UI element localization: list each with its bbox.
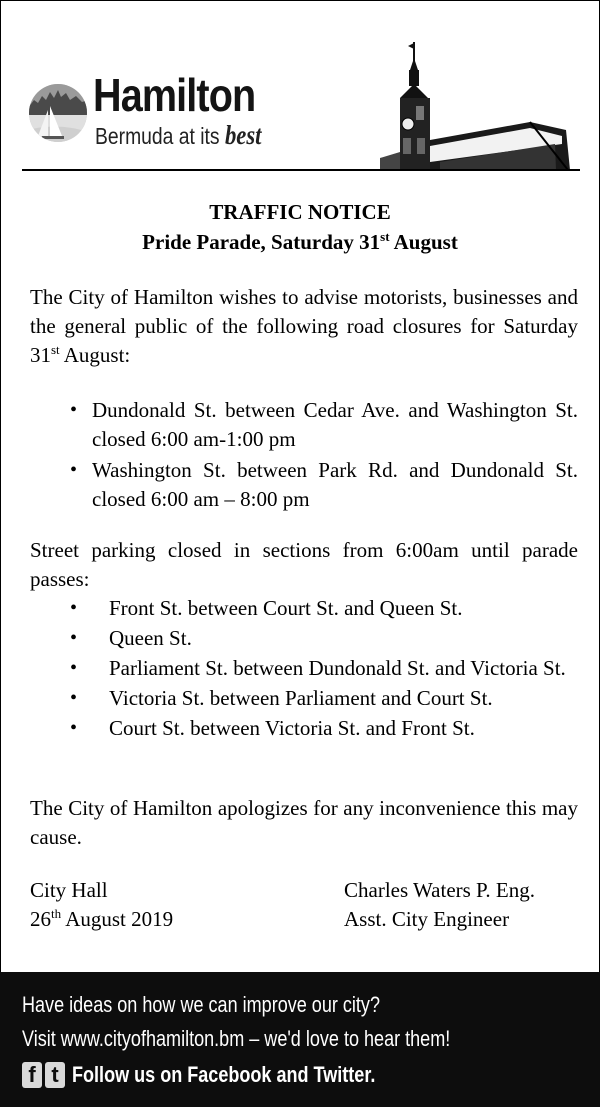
intro-month: August: — [59, 343, 131, 367]
bullet-icon: • — [70, 459, 78, 481]
facebook-icon[interactable]: f — [22, 1062, 42, 1088]
parking-text: Court St. between Victoria St. and Front St. — [109, 716, 475, 740]
apology-paragraph: The City of Hamilton apologizes for any inconvenience this may cause. — [30, 796, 578, 849]
intro-text: The City of Hamilton wishes to advise motorists, businesses and the general public of the following road closures for Saturday 31 — [30, 285, 578, 367]
bullet-icon: • — [70, 399, 78, 421]
city-hall-tower-icon — [380, 40, 580, 170]
intro-ordinal: st — [51, 342, 60, 357]
hamilton-logo-icon — [28, 70, 88, 156]
list-item — [30, 654, 578, 683]
list-item — [30, 594, 578, 623]
date-day: 26 — [30, 907, 51, 931]
bullet-icon: • — [70, 597, 78, 619]
parking-text: Victoria St. between Parliament and Court St. — [109, 686, 493, 710]
notice-subtitle — [0, 228, 600, 256]
brand-tagline — [95, 121, 261, 150]
parking-closures-list — [30, 594, 578, 744]
brand-name: Hamilton — [93, 69, 256, 121]
tagline-main: Bermuda at its — [95, 123, 225, 149]
list-item — [56, 456, 578, 514]
closure-text: Washington St. between Park Rd. and Dundonald St. closed 6:00 am – 8:00 pm — [92, 458, 578, 511]
follow-us-text: Follow us on Facebook and Twitter. — [72, 1062, 376, 1087]
signoff-name: Charles Waters P. Eng. — [344, 878, 535, 902]
header-rule — [22, 169, 580, 171]
bullet-icon: • — [70, 687, 78, 709]
signoff-date — [30, 905, 173, 934]
list-item — [30, 624, 578, 653]
signoff-role: Asst. City Engineer — [344, 907, 510, 931]
footer-line-ideas: Have ideas on how we can improve our city? — [22, 992, 380, 1017]
closure-text: Dundonald St. between Cedar Ave. and Washington St. closed 6:00 am-1:00 pm — [92, 398, 578, 451]
road-closures-list — [56, 396, 578, 516]
notice-title: TRAFFIC NOTICE — [209, 200, 391, 224]
subtitle-month: August — [389, 230, 458, 254]
list-item — [30, 714, 578, 743]
bullet-icon: • — [70, 717, 78, 739]
tagline-script: best — [224, 120, 262, 150]
date-ordinal: th — [51, 906, 62, 921]
social-links — [22, 1061, 442, 1089]
bullet-icon: • — [70, 627, 78, 649]
footer-line-visit[interactable]: Visit www.cityofhamilton.bm – we'd love to hear them! — [22, 1026, 451, 1051]
subtitle-ordinal: st — [380, 229, 390, 244]
twitter-icon[interactable]: t — [45, 1062, 65, 1088]
parking-text: Parliament St. between Dundonald St. and Victoria St. — [109, 656, 566, 680]
bullet-icon: • — [70, 657, 78, 679]
parking-text: Queen St. — [109, 626, 192, 650]
signoff-right — [344, 876, 535, 934]
parking-text: Front St. between Court St. and Queen St. — [109, 596, 463, 620]
footer-banner — [0, 972, 600, 1107]
parking-intro: Street parking closed in sections from 6:00am until parade passes: — [30, 538, 578, 591]
list-item — [30, 684, 578, 713]
list-item — [56, 396, 578, 454]
signoff-left — [30, 876, 173, 934]
signoff-place: City Hall — [30, 878, 108, 902]
date-rest: August 2019 — [61, 907, 174, 931]
intro-paragraph — [30, 283, 578, 370]
subtitle-text: Pride Parade, Saturday 31 — [142, 230, 381, 254]
